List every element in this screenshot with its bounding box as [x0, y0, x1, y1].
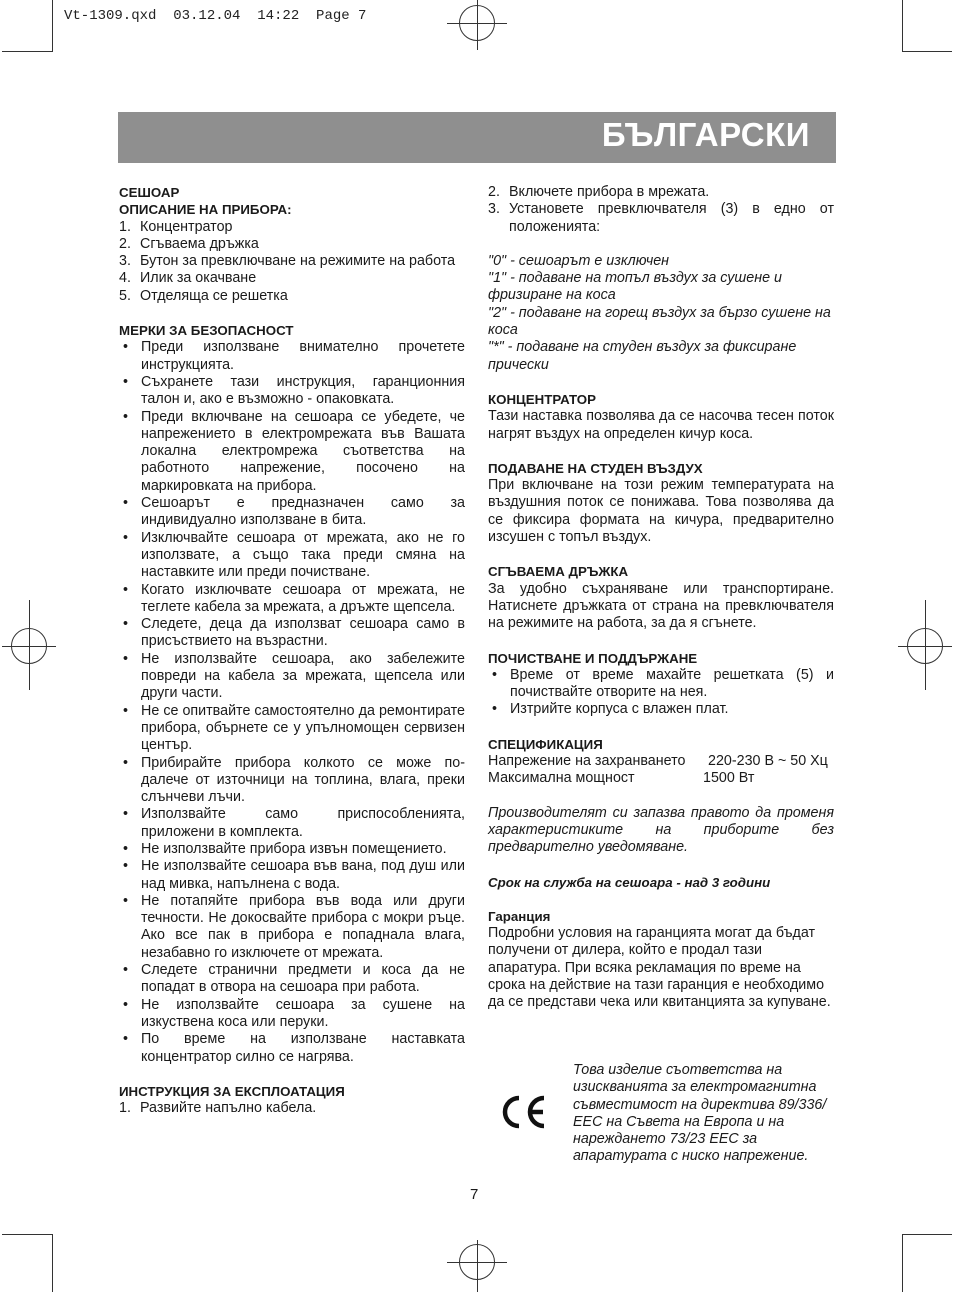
spec-label: Максимална мощност	[488, 770, 635, 787]
section-heading-warranty: Гаранция	[488, 908, 551, 924]
list-item: 4. Илик за окачване	[119, 270, 257, 287]
list-item: • Не се опитвайте самостоятелно да ремонтирате прибора, обърнете се у упълномощен сервизен център.	[123, 702, 465, 754]
list-item: 3. Установете превключвателя (3) в едно от положенията:	[488, 201, 834, 235]
right-column	[488, 184, 834, 1012]
ce-compliance-text: Това изделие съответства на изискванията за електромагнитна съвместимост на директива 89/336/ЕЕС на Съвета на Европа и на нареждането 73/23 ЕЕС за апаратурата с ниско напрежение.	[573, 1062, 827, 1165]
spec-label: Напрежение на захранването	[488, 753, 686, 770]
paragraph-warranty: Подробни условия на гаранцията могат да бъдат получени от дилера, който е продал тази апаратура. При всяка рекламация по време на срока на действие на тази гаранция е необходимо да се представи чека или квитанцията за купуване.	[488, 925, 831, 1011]
instructions-list-continued	[488, 184, 834, 236]
list-item: 2. Сгъваема дръжка	[119, 235, 259, 252]
mode-line: "2" - подаване на горещ въздух за бързо сушене на коса	[488, 304, 831, 339]
section-heading-description: ОПИСАНИЕ НА ПРИБОРА:	[119, 202, 292, 218]
crop-mark	[902, 1234, 952, 1235]
list-item: • Сешоарът е предназначен само за индивидуално използване в бита.	[123, 495, 465, 529]
list-item: • Съхранете тази инструкция, гаранционния талон и, ако е възможно - опаковката.	[123, 373, 465, 408]
banner-title: БЪЛГАРСКИ	[601, 116, 810, 153]
slug-line: Vt-1309.qxd 03.12.04 14:22 Page 7	[64, 8, 367, 24]
list-item: • Следете странични предмети и коса да не попадат в отвора на сешоара при работа.	[123, 962, 465, 996]
list-item: 1. Концентратор	[119, 218, 233, 235]
page-number: 7	[470, 1186, 479, 1203]
section-heading-instructions: ИНСТРУКЦИЯ ЗА ЕКСПЛОАТАЦИЯ	[119, 1083, 345, 1099]
modes-list	[488, 253, 834, 374]
list-item: • Изключвайте сешоара от мрежата, ако не го използвате, а също така преди смяна на наставките или преди почистване.	[123, 529, 465, 581]
list-item: • Не използвайте прибора извън помещението.	[123, 840, 447, 857]
paragraph-manufacturer-note: Производителят си запазва правото да променя характеристиките на приборите без предварително уведомяване.	[488, 804, 834, 856]
description-list	[119, 219, 465, 305]
paragraph-concentrator: Тази наставка позволява да се насочва тесен поток нагрят въздух на определен кичур коса.	[488, 408, 834, 442]
section-heading-cleaning: ПОЧИСТВАНЕ И ПОДДЪРЖАНЕ	[488, 650, 698, 666]
crop-mark	[902, 1234, 903, 1292]
list-item: • Не използвайте сешоара, ако забележите повреди на кабела за мрежата, щепсела или други части.	[123, 650, 465, 702]
crop-mark	[902, 0, 903, 52]
section-heading-safety: МЕРКИ ЗА БЕЗОПАСНОСТ	[119, 323, 294, 339]
list-item: • Използвайте само приспособленията, приложени в комплекта.	[123, 806, 465, 840]
spec-value: 220-230 В ~ 50 Хц	[708, 753, 828, 770]
list-item: • Преди включване на сешоара се убедете, че напрежението в електромрежата във Вашата локална електромрежа съответства на работното напрежение, посочено на маркировката на прибора.	[123, 408, 465, 494]
list-item: • Следете, деца да използват сешоара само в присъствието на възрастни.	[123, 616, 465, 650]
list-item: 2. Включете прибора в мрежата.	[488, 184, 710, 200]
list-item: 3. Бутон за превключване на режимите на работа	[119, 253, 456, 270]
section-heading-concentrator: КОНЦЕНТРАТОР	[488, 391, 597, 407]
spec-value: 1500 Вт	[703, 770, 755, 787]
instructions-list	[119, 1100, 465, 1117]
ce-mark-icon	[500, 1094, 548, 1130]
safety-list	[119, 339, 465, 1065]
list-item: • Не използвайте сешоара за сушене на изкуствена коса или перуки.	[123, 996, 465, 1030]
paragraph-service-life: Срок на служба на сешоара - над 3 години	[488, 874, 771, 890]
list-item: 1. Развийте напълно кабела.	[119, 1100, 317, 1117]
list-item: • По време на използване наставката концентратор силно се нагрява.	[123, 1031, 465, 1065]
list-item: • Когато изключвате сешоара от мрежата, не теглете кабела за мрежата, а дръжте щепсела.	[123, 581, 465, 615]
crop-mark	[2, 51, 52, 52]
list-item: • Изтрийте корпуса с влажен плат.	[492, 701, 729, 718]
list-item: • Не използвайте сешоара във вана, под душ или над мивка, напълнена с вода.	[123, 858, 465, 892]
section-heading-specification: СПЕЦИФИКАЦИЯ	[488, 736, 603, 752]
list-item: 5. Отделяща се решетка	[119, 287, 288, 304]
mode-line: "1" - подаване на топъл въздух за сушене и фризиране на коса	[488, 270, 782, 304]
paragraph-cold-air: При включване на този режим температурата на въздушния поток се понижава. Това позволява да се фиксира формата на кичура, предварително изсушен с топъл въздух.	[488, 477, 834, 546]
list-item: • Време от време махайте решетката (5) и почиствайте отворите на нея.	[492, 666, 834, 701]
crop-mark	[52, 1234, 53, 1292]
language-banner	[118, 112, 836, 163]
section-heading-cold-air: ПОДАВАНЕ НА СТУДЕН ВЪЗДУХ	[488, 460, 703, 476]
section-heading-handle: СГЪВАЕМА ДРЪЖКА	[488, 564, 629, 580]
mode-line: "*" - подаване на студен въздух за фиксиране прически	[488, 339, 797, 373]
crop-mark	[2, 1234, 52, 1235]
paragraph-handle: За удобно съхраняване или транспортиране. Натиснете дръжката от страна на превключвателя на режимите на работа, за да я сгънете.	[488, 580, 834, 632]
list-item: • Прибирайте прибора колкото се може по-далече от източници на топлина, влага, преки слънчеви лъчи.	[123, 754, 465, 806]
section-heading-product: СЕШОАР	[119, 185, 180, 200]
list-item: • Не потапяйте прибора във вода или други течности. Не докосвайте прибора с мокри ръце. Ако все пак в прибора е попаднала влага, незабавно го изключете от мрежата.	[123, 892, 465, 961]
spec-row-power	[488, 770, 834, 787]
left-column	[119, 184, 465, 1117]
crop-mark	[52, 0, 53, 52]
crop-mark	[902, 51, 952, 52]
spec-row-voltage	[488, 753, 834, 770]
mode-line: "0" - сешоарът е изключен	[488, 252, 670, 269]
list-item: • Преди използване внимателно прочетете инструкцията.	[123, 339, 465, 373]
cleaning-list	[488, 667, 834, 719]
